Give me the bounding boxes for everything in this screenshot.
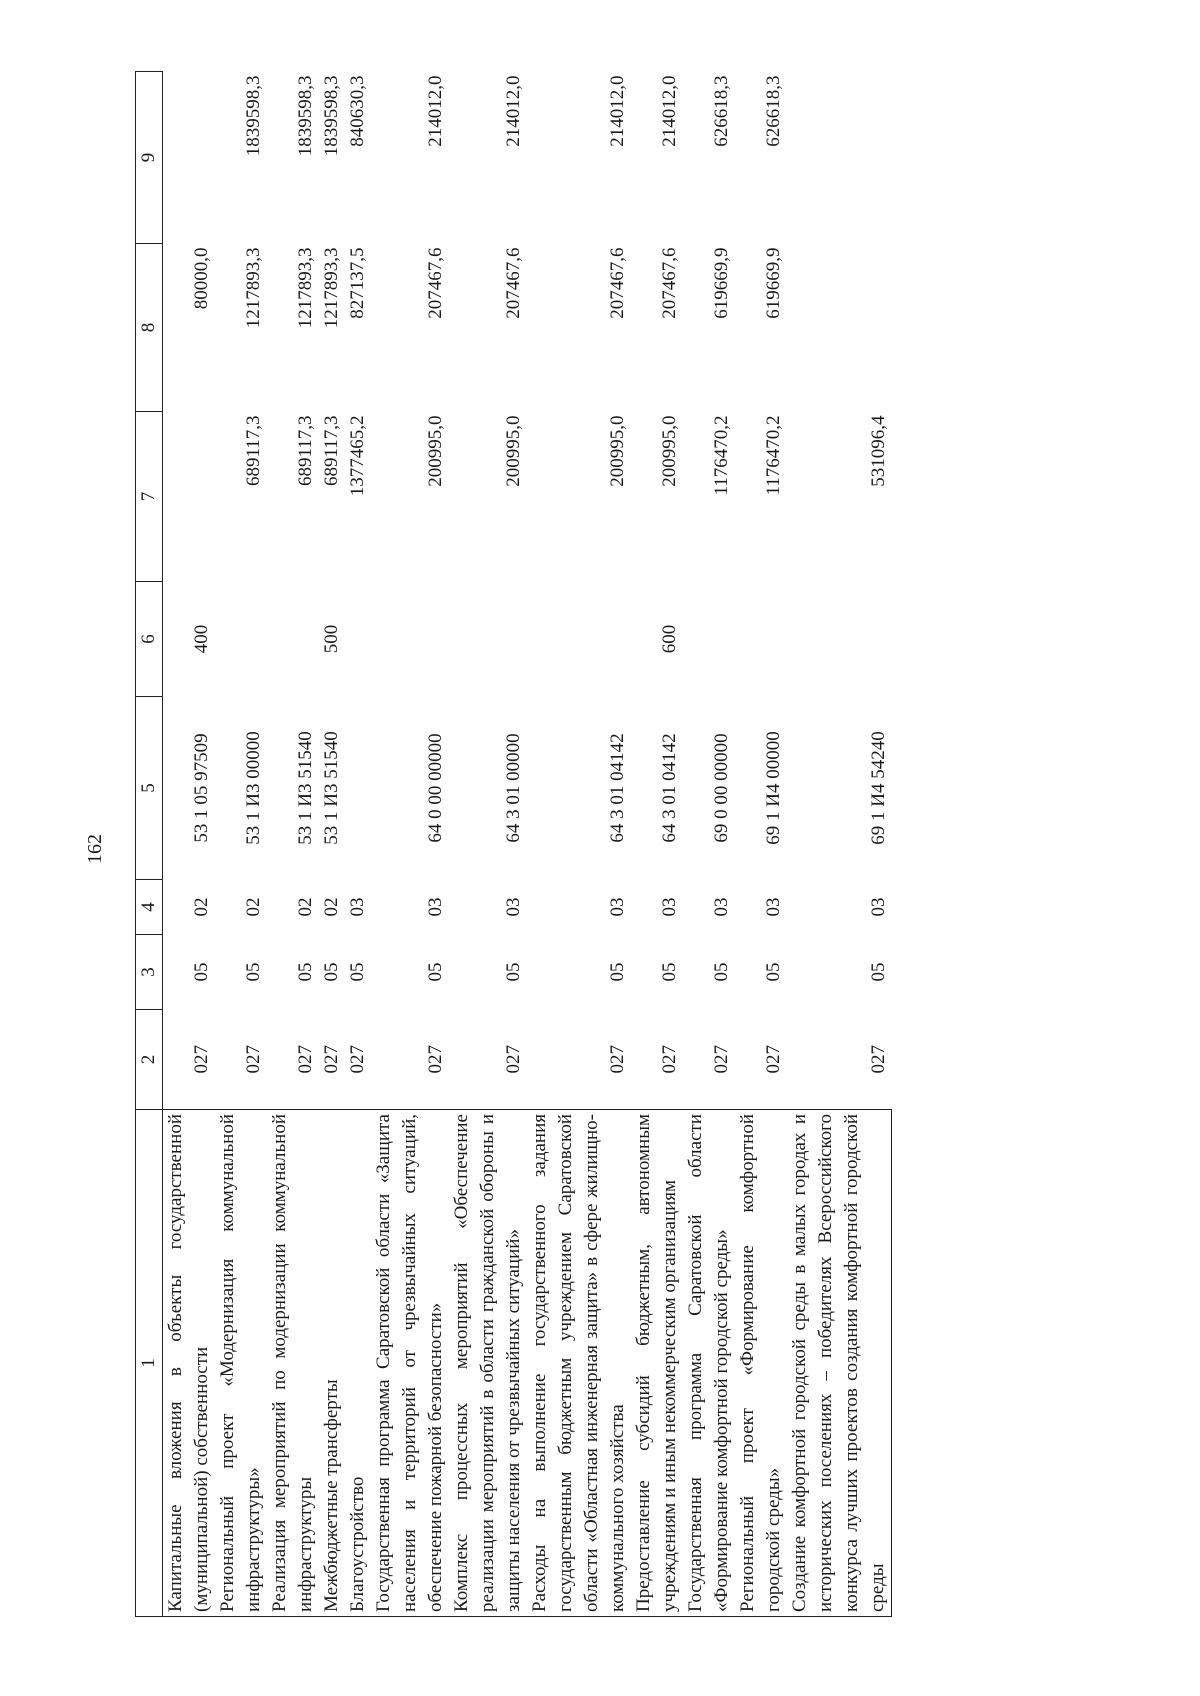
row-col-8: 1217893,3: [295, 247, 316, 329]
row-col-9: 1839598,3: [321, 75, 342, 157]
row-col-9: 214012,0: [659, 75, 680, 147]
row-col-9: 214012,0: [607, 75, 628, 147]
row-col-5: 69 1 И4 54240: [867, 731, 889, 845]
row-col-4: 02: [295, 897, 316, 917]
row-col-8: 1217893,3: [321, 247, 342, 329]
row-col-9: 626618,3: [763, 75, 784, 147]
row-col-6: [371, 582, 449, 697]
row-col-4: 02: [191, 897, 212, 917]
row-col-8: 207467,6: [425, 247, 446, 319]
row-col-4: 03: [607, 897, 628, 917]
row-col-6: [345, 582, 371, 697]
row-col-5: 53 1 И3 00000: [243, 731, 264, 845]
row-col-5: 69 1 И4 00000: [763, 731, 784, 845]
row-col-6: 500: [321, 624, 342, 654]
row-col-8: 827137,5: [347, 247, 368, 319]
row-col-6: [215, 582, 267, 697]
row-col-3: 05: [191, 962, 212, 982]
row-col-9: 1839598,3: [295, 75, 316, 157]
row-col-4: 03: [711, 897, 732, 917]
row-name: Региональный проект «Формирование комфортной городской среды»: [735, 1110, 787, 1617]
row-name: Государственная программа Саратовской области «Защита населения и территорий от чрезвычайных ситуаций, обеспечение пожарной безопасности»: [371, 1110, 449, 1617]
row-name: Создание комфортной городской среды в малых городах и исторических поселениях – победителях Всероссийского конкурса лучших проектов создания комфортной городской среды: [787, 1110, 892, 1617]
row-name: Капитальные вложения в объекты государственной (муниципальной) собственности: [163, 1110, 216, 1617]
row-col-7: 200995,0: [607, 415, 628, 487]
row-col-3: 05: [321, 962, 342, 982]
row-col-7: 200995,0: [503, 415, 524, 487]
row-col-9: 214012,0: [425, 75, 446, 147]
row-col-2: 027: [243, 1045, 264, 1074]
row-col-9: [787, 72, 892, 244]
row-col-9: 1839598,3: [243, 75, 264, 157]
row-col-4: 03: [347, 897, 368, 917]
row-col-4: 03: [659, 897, 680, 917]
col-header-3: 3: [136, 935, 163, 1010]
table-body: [163, 72, 892, 1617]
row-col-3: 05: [503, 962, 524, 982]
table-row: [631, 72, 683, 1617]
row-col-3: 05: [867, 962, 889, 982]
row-col-4: 02: [243, 897, 264, 917]
table-row: [683, 72, 735, 1617]
row-col-9: 214012,0: [503, 75, 524, 147]
row-col-7: 1377465,2: [347, 415, 368, 497]
row-name: Реализация мероприятий по модернизации коммунальной инфраструктуры: [267, 1110, 319, 1617]
col-header-6: 6: [136, 582, 163, 697]
row-col-5: 53 1 И3 51540: [321, 731, 342, 845]
row-col-5: 64 0 00 00000: [425, 733, 446, 843]
row-col-2: 027: [347, 1045, 368, 1074]
row-col-9: 626618,3: [711, 75, 732, 147]
table-row: [345, 72, 371, 1617]
row-col-7: 1176470,2: [763, 415, 784, 496]
row-col-7: 689117,3: [243, 415, 264, 487]
row-col-6: [787, 582, 892, 697]
row-col-8: 619669,9: [711, 247, 732, 319]
col-header-5: 5: [136, 697, 163, 880]
row-col-7: [163, 412, 216, 582]
row-name: Межбюджетные трансферты: [319, 1110, 345, 1617]
table-row: [735, 72, 787, 1617]
row-col-7: 689117,3: [295, 415, 316, 487]
row-name: Предоставление субсидий бюджетным, автономным учреждениям и иным некоммерческим организациям: [631, 1110, 683, 1617]
row-col-8: 1217893,3: [243, 247, 264, 329]
row-col-7: 200995,0: [659, 415, 680, 487]
table-row: [787, 72, 892, 1617]
row-col-2: 027: [763, 1045, 784, 1074]
row-col-5: 69 0 00 00000: [711, 733, 732, 843]
row-col-8: 207467,6: [503, 247, 524, 319]
row-col-2: 027: [191, 1045, 212, 1074]
col-header-1: 1: [136, 1110, 163, 1617]
row-col-3: 05: [607, 962, 628, 982]
row-col-3: 05: [425, 962, 446, 982]
row-col-3: 05: [659, 962, 680, 982]
row-col-3: 05: [295, 962, 316, 982]
col-header-8: 8: [136, 244, 163, 412]
row-col-3: 05: [763, 962, 784, 982]
row-col-6: 400: [191, 624, 212, 654]
table-row: [319, 72, 345, 1617]
row-col-6: [449, 582, 527, 697]
row-col-2: 027: [607, 1045, 628, 1074]
row-col-2: 027: [659, 1045, 680, 1074]
row-col-6: [683, 582, 735, 697]
row-col-8: 207467,6: [607, 247, 628, 319]
table-row: [215, 72, 267, 1617]
row-col-7: 531096,4: [867, 415, 889, 487]
row-col-2: 027: [295, 1045, 316, 1074]
table-row: [371, 72, 449, 1617]
row-col-4: 02: [321, 897, 342, 917]
table-row: [267, 72, 319, 1617]
row-col-5: 53 1 05 97509: [191, 733, 212, 843]
row-col-7: 689117,3: [321, 415, 342, 487]
table-row: [163, 72, 216, 1617]
col-header-9: 9: [136, 72, 163, 244]
col-header-2: 2: [136, 1010, 163, 1110]
row-name: Государственная программа Саратовской области «Формирование комфортной городской среды»: [683, 1110, 735, 1617]
table-header-row: [136, 72, 163, 1617]
row-col-7: 200995,0: [425, 415, 446, 487]
row-col-4: 03: [503, 897, 524, 917]
row-col-6: [267, 582, 319, 697]
row-name: Региональный проект «Модернизация коммунальной инфраструктуры»: [215, 1110, 267, 1617]
row-col-8: [787, 244, 892, 412]
row-col-8: 80000,0: [191, 247, 212, 310]
row-col-2: 027: [503, 1045, 524, 1074]
row-col-3: 05: [711, 962, 732, 982]
row-col-2: 027: [711, 1045, 732, 1074]
row-col-5: 64 3 01 04142: [659, 733, 680, 843]
row-col-4: 03: [425, 897, 446, 917]
budget-table: [135, 71, 892, 1617]
row-col-6: 600: [659, 624, 680, 654]
row-col-8: 619669,9: [763, 247, 784, 319]
row-col-7: 1176470,2: [711, 415, 732, 496]
rotated-table-container: [135, 72, 1025, 1617]
row-col-3: 05: [243, 962, 264, 982]
row-col-8: 207467,6: [659, 247, 680, 319]
row-col-2: 027: [425, 1045, 446, 1074]
col-header-7: 7: [136, 412, 163, 582]
table-row: [449, 72, 527, 1617]
row-col-6: [527, 582, 631, 697]
row-name: Благоустройство: [345, 1110, 371, 1617]
row-col-4: 03: [867, 897, 889, 917]
row-col-6: [735, 582, 787, 697]
row-col-9: 840630,3: [347, 75, 368, 147]
row-col-3: 05: [347, 962, 368, 982]
row-col-5: 53 1 И3 51540: [295, 731, 316, 845]
col-header-4: 4: [136, 880, 163, 935]
row-name: Расходы на выполнение государственного задания государственным бюджетным учреждением Саратовской области «Областная инженерная защита» в сфере жилищно-коммунального хозяйства: [527, 1110, 631, 1617]
row-col-4: 03: [763, 897, 784, 917]
table-row: [527, 72, 631, 1617]
row-col-2: 027: [321, 1045, 342, 1074]
row-col-5: [345, 697, 371, 880]
row-col-5: 64 3 01 00000: [503, 733, 524, 843]
row-col-5: 64 3 01 04142: [607, 733, 628, 843]
row-col-9: [163, 72, 216, 244]
page-number: 162: [84, 834, 106, 864]
row-col-2: 027: [867, 1045, 889, 1074]
row-name: Комплекс процессных мероприятий «Обеспечение реализации мероприятий в области гражданской обороны и защиты населения от чрезвычайных ситуаций»: [449, 1110, 527, 1617]
